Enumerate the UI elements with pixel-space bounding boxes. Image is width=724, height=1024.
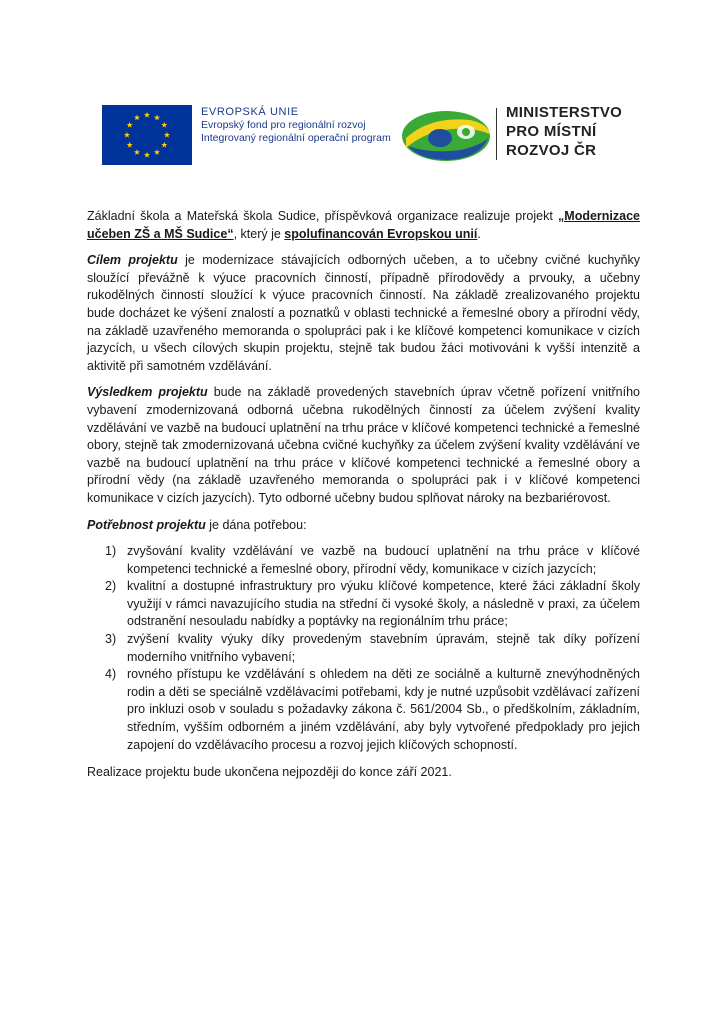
intro-text-3: . (477, 226, 481, 241)
result-paragraph (87, 384, 640, 507)
list-item-text: rovného přístupu ke vzdělávání s ohledem na děti ze sociálně a kulturně znevýhodněných rodin a děti se speciálně vzdělávacími potřebami, kdy je nutné uzpůsobit vzdělávací zařízení pro inkluzi osob v souladu s požadavky zákona č. 561/2004 Sb., o předškolním, základním, středním, vyšším odborném a jiném vzdělávání, aby byly vytvořené předpoklady pro jejich zapojení do vzdělávacího procesu a rozvoj jejich klíčových schopností. (127, 667, 640, 752)
list-item-text: kvalitní a dostupné infrastruktury pro výuku klíčové kompetence, které žáci základní školy využijí v rámci navazujícího studia na střední či vysoké školy, a následně v praxi, za účelem odstranění nesouladu nabídky a poptávky na regionálním trhu práce; (127, 579, 640, 629)
mmr-logo-icon (400, 108, 495, 163)
list-item-number: 1) (105, 544, 117, 559)
document-body (87, 208, 640, 791)
mmr-line-1: MINISTERSTVO (506, 104, 623, 121)
need-text: je dána potřebou: (205, 517, 307, 532)
eu-title: EVROPSKÁ UNIE (201, 106, 299, 118)
list-item-number: 4) (105, 667, 117, 682)
intro-paragraph (87, 208, 640, 243)
goal-label: Cílem projektu (87, 253, 178, 268)
need-paragraph (87, 517, 640, 535)
project-name: „Modernizace učeben ZŠ a MŠ Sudice“ (87, 209, 640, 241)
result-text: bude na základě provedených stavebních úprav včetně pořízení vnitřního vybavení zmodernizovaná odborná učebna rukodělných činností za účelem zvýšení kvality vzdělávání ve vazbě na budoucí uplatnění na trhu práce v klíčové kompetenci technické a řemeslné obory, stejně tak zmodernizovaná učebna cvičné kuchyňky za účelem zvýšení kvality vzdělávání ve vazbě na budoucí uplatnění na trhu práce v klíčové kompetenci technické a řemeslné obory a přírodní vědy (na základě uzavřeného memoranda o spolupráci pak i v klíčové kompetenci komunikace v cizích jazycích). Tyto odborné učebny budou splňovat nároky na bezbariérovost. (87, 385, 640, 505)
page-header (0, 0, 724, 190)
intro-text-1: Základní škola a Mateřská škola Sudice, příspěvková organizace realizuje projekt (87, 209, 559, 223)
list-item (87, 578, 640, 631)
list-item (87, 631, 640, 666)
eu-flag-icon (102, 105, 192, 165)
eu-program: Integrovaný regionální operační program (201, 132, 391, 144)
mmr-line-3: ROZVOJ ČR (506, 142, 597, 159)
goal-paragraph (87, 252, 640, 375)
need-list (87, 543, 640, 754)
list-item-text: zvýšení kvality výuky díky provedeným stavebním úpravám, stejně tak díky pořízení moderního vnitřního vybavení; (127, 632, 640, 664)
result-label: Výsledkem projektu (87, 385, 208, 400)
list-item-number: 2) (105, 579, 117, 594)
mmr-caption (506, 103, 622, 160)
eu-fund: Evropský fond pro regionální rozvoj (201, 119, 366, 131)
mmr-line-2: PRO MÍSTNÍ (506, 123, 597, 140)
closing-text: Realizace projektu bude ukončena nejpozději do konce září 2021. (87, 765, 452, 780)
intro-text-2: , který je (233, 226, 285, 241)
eu-caption (201, 106, 421, 145)
list-item-text: zvyšování kvality vzdělávání ve vazbě na budoucí uplatnění na trhu práce v klíčové kompetenci technické a řemeslné obory, přírodní vědy, komunikace v cizích jazycích; (127, 544, 640, 576)
cofinance-note: spolufinancován Evropskou unií (284, 226, 478, 241)
list-item-number: 3) (105, 632, 117, 647)
closing-paragraph (87, 764, 640, 782)
list-item (87, 543, 640, 578)
list-item (87, 666, 640, 754)
goal-text: je modernizace stávajících odborných učeben, a to učebny cvičné kuchyňky sloužící převážně k výuce pracovních činností, případně přírodovědy a prvouky, a učebny rukodělných činností sloužící k výuce pracovních činností. Na základě zrealizovaného projektu bude docházet ke výšení znalostí a poznatků v oblasti technické a řemeslné obory a přírodní vědy, na základě uzavřeného memoranda o spolupráci pak i ke klíčové kompetenci komunikace v cizích jazycích, u všech cílových skupin projektu, stejně tak budou žáci motivováni k vyšší intenzitě a aktivitě při samotném vzdělávání. (87, 253, 640, 373)
mmr-divider (496, 108, 497, 160)
need-label: Potřebnost projektu (87, 517, 206, 532)
